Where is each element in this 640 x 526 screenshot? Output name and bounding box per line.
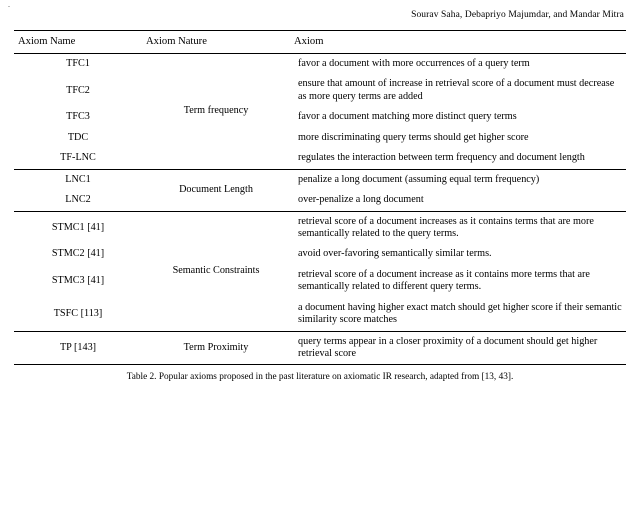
table-header-row xyxy=(14,31,626,54)
table-row xyxy=(14,74,626,107)
column-header-axiom: Axiom xyxy=(290,31,626,54)
axiom-name: TF-LNC xyxy=(60,152,96,164)
axiom-name: TP [143] xyxy=(14,331,142,365)
axiom-name: STMC1 [41] xyxy=(14,211,142,244)
axioms-table xyxy=(14,30,626,365)
axiom-nature: Term Proximity xyxy=(142,331,290,365)
table-row xyxy=(14,190,626,211)
axiom-name: TSFC [113] xyxy=(53,307,103,319)
caption-label: Table 2. xyxy=(126,372,157,383)
table-row xyxy=(14,265,626,298)
axiom-text: query terms appear in a closer proximity of a document should get higher retrieval score xyxy=(290,331,626,365)
column-header-axiom-name: Axiom Name xyxy=(14,31,142,54)
axiom-name: STMC2 [41] xyxy=(51,248,105,260)
axiom-text: avoid over-favoring semantically similar terms. xyxy=(298,248,492,260)
table-row xyxy=(14,331,626,365)
axiom-text: over-penalize a long document xyxy=(298,194,424,206)
caption-text: Popular axioms proposed in the past literature on axiomatic IR research, adapted from [13, 43]. xyxy=(158,372,514,383)
axiom-nature: Term frequency xyxy=(142,54,290,170)
axiom-text: retrieval score of a document increase as it contains more terms that are semantically related to different query terms. xyxy=(298,268,590,293)
running-head: Sourav Saha, Debapriyo Majumdar, and Mandar Mitra xyxy=(411,10,624,20)
table-body xyxy=(14,54,626,365)
axiom-text: retrieval score of a document increases as it contains terms that are more semantically related to the query terms. xyxy=(290,211,626,244)
axiom-name: TFC1 xyxy=(14,54,142,75)
axiom-nature: Document Length xyxy=(142,169,290,211)
table-row xyxy=(14,107,626,127)
axiom-name: LNC2 xyxy=(65,194,91,206)
table-row xyxy=(14,211,626,244)
axiom-text: favor a document matching more distinct query terms xyxy=(298,111,517,123)
table-header xyxy=(14,31,626,54)
axiom-text: penalize a long document (assuming equal term frequency) xyxy=(290,169,626,190)
axiom-name: TFC2 xyxy=(66,84,90,96)
axiom-name: STMC3 [41] xyxy=(51,275,105,287)
table-caption xyxy=(14,371,626,383)
table-row xyxy=(14,148,626,169)
axiom-text: more discriminating query terms should get higher score xyxy=(298,131,529,143)
axiom-nature: Semantic Constraints xyxy=(142,211,290,331)
table-row xyxy=(14,244,626,264)
axiom-name: TFC3 xyxy=(66,111,90,123)
axiom-name: LNC1 xyxy=(14,169,142,190)
column-header-axiom-nature: Axiom Nature xyxy=(142,31,290,54)
axiom-name: TDC xyxy=(67,131,89,143)
axiom-text: favor a document with more occurrences of a query term xyxy=(290,54,626,75)
axiom-text: ensure that amount of increase in retrieval score of a document must decrease as more query terms are added xyxy=(298,78,615,102)
table-row xyxy=(14,128,626,148)
table-row xyxy=(14,169,626,190)
table-row xyxy=(14,54,626,75)
axiom-text: a document having higher exact match should get higher score if their semantic similarity score matches xyxy=(298,301,622,326)
table-row xyxy=(14,298,626,331)
axiom-text: regulates the interaction between term frequency and document length xyxy=(298,152,585,164)
corner-mark: . xyxy=(8,0,10,9)
